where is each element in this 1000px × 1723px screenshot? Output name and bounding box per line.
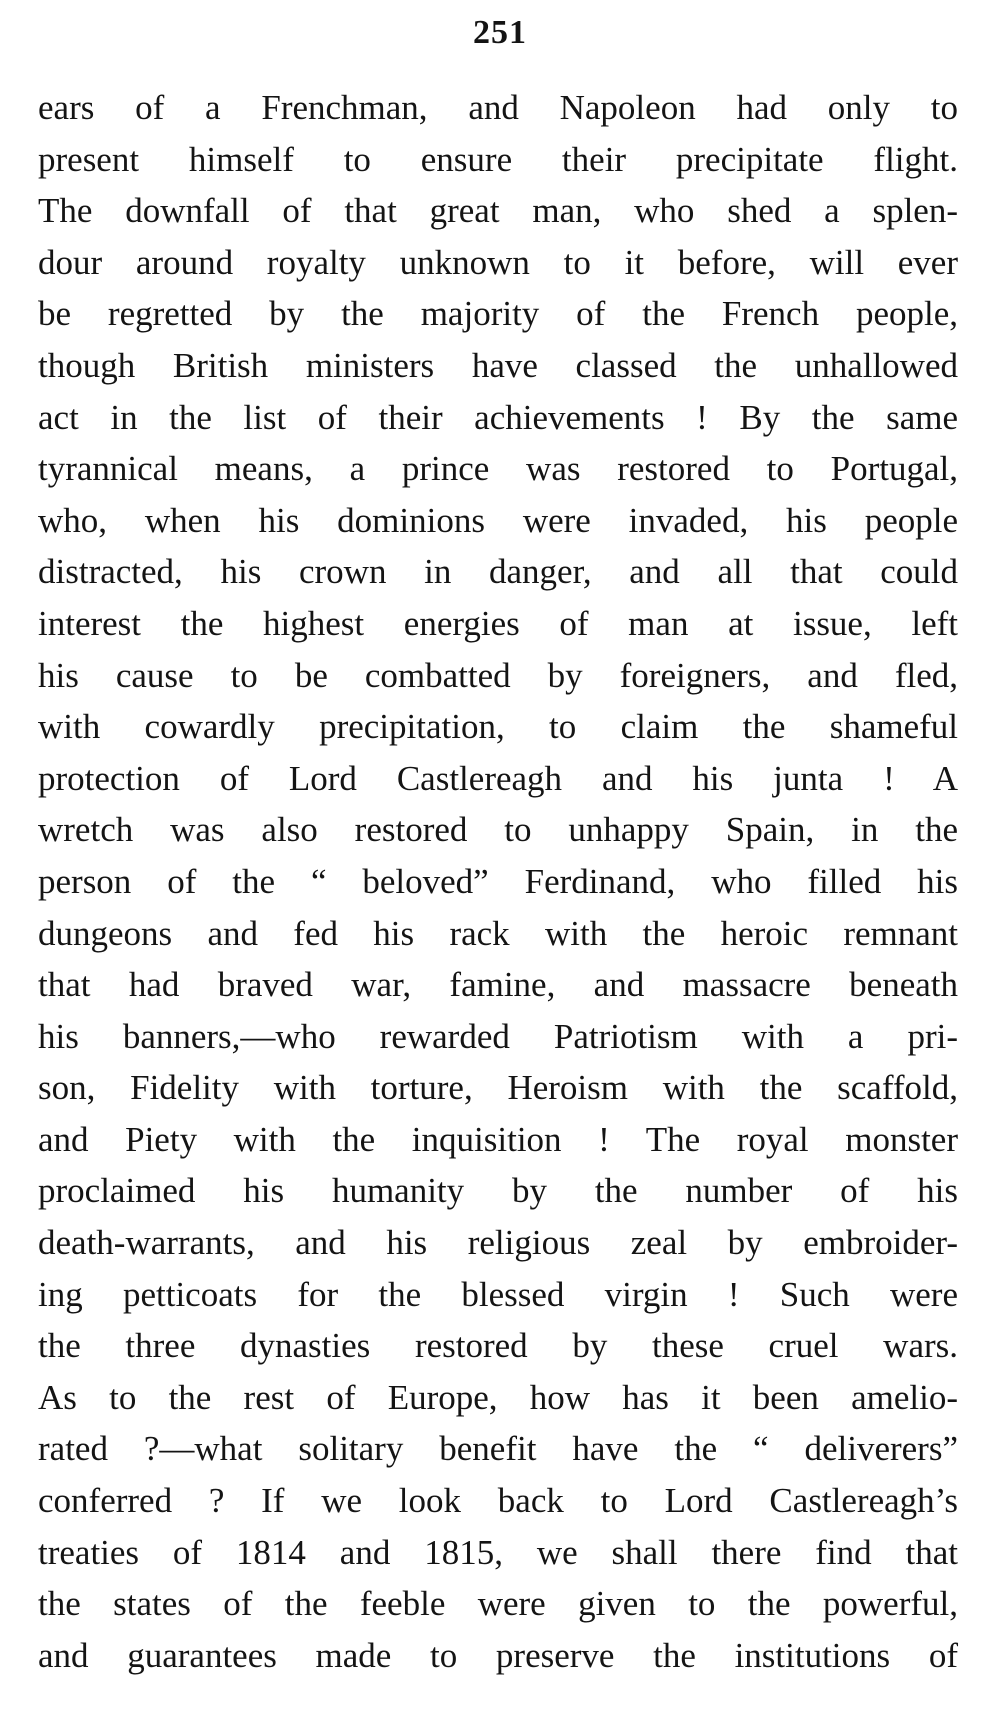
text-line: wretch was also restored to unhappy Spain, in the: [38, 810, 958, 850]
text-line: the states of the feeble were given to the powerful,: [38, 1584, 958, 1624]
text-line: rated ?—what solitary benefit have the “ deliverers”: [38, 1429, 958, 1469]
text-line: ears of a Frenchman, and Napoleon had only to: [38, 88, 958, 127]
text-line: treaties of 1814 and 1815, we shall there find that: [38, 1532, 958, 1572]
text-line: who, when his dominions were invaded, his people: [38, 500, 958, 540]
text-line: ing petticoats for the blessed virgin ! Such were: [38, 1274, 958, 1314]
text-line: that had braved war, famine, and massacre beneath: [38, 965, 958, 1005]
text-line: person of the “ beloved” Ferdinand, who filled his: [38, 861, 958, 901]
text-line: and guarantees made to preserve the institutions of: [38, 1635, 958, 1675]
text-line: protection of Lord Castlereagh and his junta ! A: [38, 758, 958, 798]
text-line: and Piety with the inquisition ! The royal monster: [38, 1119, 958, 1159]
text-line: The downfall of that great man, who shed a splen-: [38, 191, 958, 231]
text-line: son, Fidelity with torture, Heroism with the scaffold,: [38, 1068, 958, 1108]
text-line: the three dynasties restored by these cruel wars.: [38, 1326, 958, 1366]
text-line: tyrannical means, a prince was restored to Portugal,: [38, 449, 958, 489]
text-line: though British ministers have classed the unhallowed: [38, 345, 958, 385]
text-line: As to the rest of Europe, how has it been amelio-: [38, 1377, 958, 1417]
page-number: 251: [473, 14, 527, 51]
text-line: dungeons and fed his rack with the heroic remnant: [38, 913, 958, 953]
text-line: interest the highest energies of man at issue, left: [38, 603, 958, 643]
text-line: conferred ? If we look back to Lord Castlereagh’s: [38, 1481, 958, 1521]
text-line: with cowardly precipitation, to claim the shameful: [38, 707, 958, 747]
text-line: be regretted by the majority of the French people,: [38, 294, 958, 334]
text-line: act in the list of their achievements ! By the same: [38, 397, 958, 437]
text-line: present himself to ensure their precipitate flight.: [38, 139, 958, 179]
text-line: his cause to be combatted by foreigners, and fled,: [38, 655, 958, 695]
text-line: distracted, his crown in danger, and all that could: [38, 552, 958, 592]
body-text: [38, 82, 958, 1681]
text-line: dour around royalty unknown to it before, will ever: [38, 242, 958, 282]
text-line: his banners,—who rewarded Patriotism with a pri-: [38, 1016, 958, 1056]
text-line: death-warrants, and his religious zeal by embroider-: [38, 1223, 958, 1263]
text-line: proclaimed his humanity by the number of his: [38, 1171, 958, 1211]
